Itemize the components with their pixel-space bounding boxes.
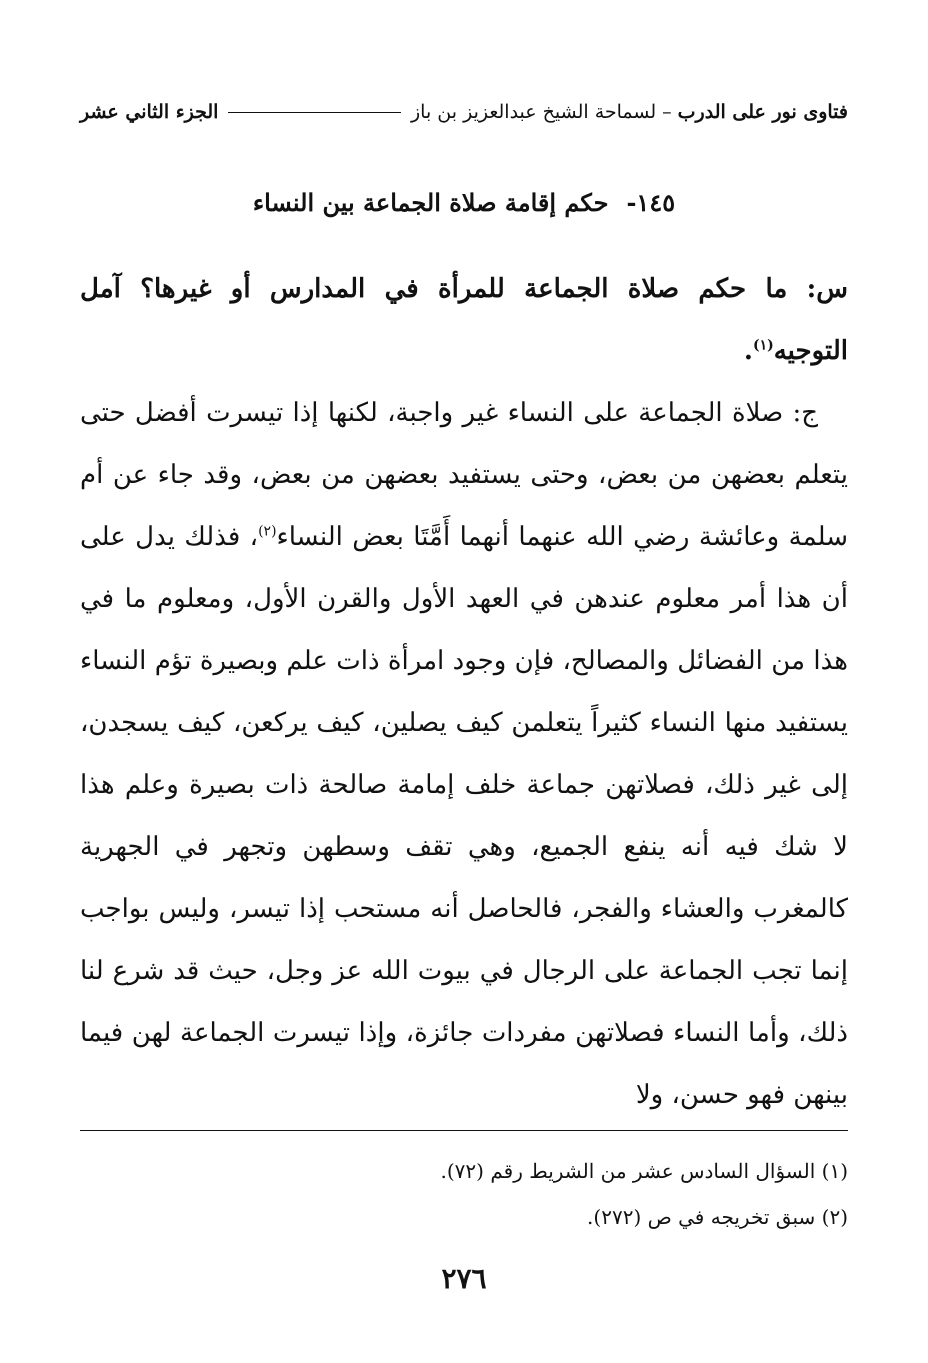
footnote-ref-2: (٢) — [258, 523, 277, 540]
answer-text-part1: ج: صلاة الجماعة على النساء غير واجبة، لكنها إذا تيسرت أفضل حتى يتعلم بعضهن من بعض، وحتى يستفيد بعضهن من بعض، وقد جاء عن أم سلمة وعائشة رضي الله عنهما أنهما أَمَّتَا بعض النساء — [80, 398, 848, 552]
author-name: لسماحة الشيخ عبدالعزيز بن باز — [411, 101, 657, 123]
footnote-rule — [80, 1130, 848, 1131]
header-separator: – — [662, 101, 672, 123]
footnote-1: (١) السؤال السادس عشر من الشريط رقم (٧٢). — [440, 1159, 848, 1183]
question-end: . — [743, 336, 753, 366]
body-text — [80, 258, 848, 1126]
running-header-title-group — [411, 101, 848, 123]
question-paragraph — [80, 258, 848, 382]
answer-text-part2: ، فذلك يدل على أن هذا أمر معلوم عندهن في العهد الأول والقرن الأول، ومعلوم ما في هذا من الفضائل والمصالح، فإن وجود امرأة ذات علم وبصيرة تؤم النساء يستفيد منها النساء كثيراً يتعلمن كيف يصلين، كيف يركعن، كيف يسجدن، إلى غير ذلك، فصلاتهن جماعة خلف إمامة صالحة ذات بصيرة وعلم هذا لا شك فيه أنه ينفع الجميع، وهي تقف وسطهن وتجهر في الجهرية كالمغرب والعشاء والفجر، فالحاصل أنه مستحب إذا تيسر، وليس بواجب إنما تجب الجماعة على الرجال في بيوت الله عز وجل، حيث قد شرع لنا ذلك، وأما النساء فصلاتهن مفردات جائزة، وإذا تيسرت الجماعة لهن فيما بينهن فهو حسن، ولا — [80, 522, 848, 1110]
answer-paragraph — [80, 382, 848, 1126]
book-title: فتاوى نور على الدرب — [677, 101, 848, 123]
footnotes — [80, 1148, 848, 1240]
footnote-2: (٢) سبق تخريجه في ص (٢٧٢). — [587, 1205, 848, 1229]
running-header — [80, 92, 848, 132]
volume-part: الجزء الثاني عشر — [80, 101, 219, 123]
chapter-title: حكم إقامة صلاة الجماعة بين النساء — [252, 188, 609, 217]
footnote-ref-1: (١) — [752, 337, 774, 354]
question-text: س: ما حكم صلاة الجماعة للمرأة في المدارس أو غيرها؟ آمل التوجيه — [80, 274, 848, 366]
chapter-number: ١٤٥- — [626, 188, 676, 217]
header-rule — [228, 112, 401, 113]
page-number: ٢٧٦ — [441, 1262, 487, 1295]
chapter-heading — [80, 188, 848, 217]
